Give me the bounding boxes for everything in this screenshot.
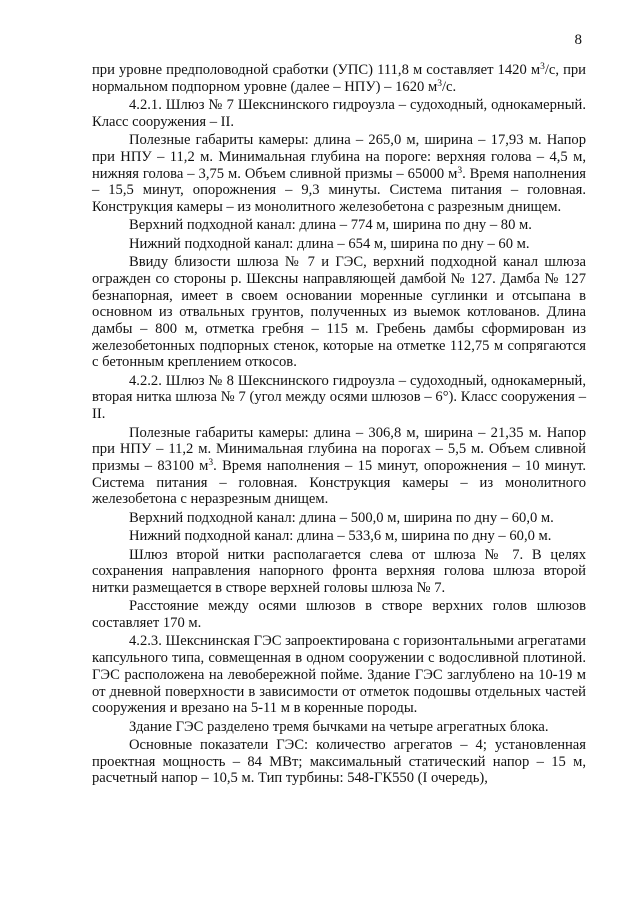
paragraph-1: при уровне предполоводной сработки (УПС) 111,8 м составляет 1420 $м^3/с$, при нормальном подпорном уровне (далее – НПУ) – 1620 $м^3/с$. [92,62,586,95]
paragraph-14: Здание ГЭС разделено тремя бычками на четыре агрегатных блока. [129,718,549,735]
paragraph-4: Верхний подходной канал: длина – 774 м, ширина по дну – 80 м. [129,217,532,234]
paragraph-13: 4.2.3. Шекснинская ГЭС запроектирована с горизонтальными агрегатами капсульного типа, совмещенная в одном сооружении с водосливной плотиной. ГЭС расположена на левобережной пойме. Здание ГЭС заглублено на 10-19 м от дневной поверхности в зависимости от отметок подошвы отдельных частей сооружения и врезано на 5-11 м в коренные породы. [92,633,586,717]
paragraph-7: 4.2.2. Шлюз № 8 Шекснинского гидроузла – судоходный, однокамерный, вторая нитка шлюза № 7 (угол между осями шлюзов – 6°). Класс сооружения – II. [92,372,586,423]
paragraph-10: Нижний подходной канал: длина – 533,6 м, ширина по дну – 60,0 м. [129,528,552,545]
paragraph-11: Шлюз второй нитки располагается слева от шлюза № 7. В целях сохранения направления напорного фронта верхняя голова шлюза второй нитки размещается в створе верхней головы шлюза № 7. [92,546,586,596]
paragraph-15: Основные показатели ГЭС: количество агрегатов – 4; установленная проектная мощность – 84 МВт; максимальный статический напор – 15 м, расчетный напор – 10,5 м. Тип турбины: 548-ГК550 (I очередь), [92,737,586,787]
document-body [92,62,586,789]
paragraph-8: Полезные габариты камеры: длина – 306,8 м, ширина – 21,35 м. Напор при НПУ – 11,2 м. Минимальная глубина на порогах – 5,5 м. Объем сливной призмы – 83100 $м^3$. Время наполнения – 15 минут, опорожнения – 10 минут. Система питания – головная. Конструкция камеры – из монолитного железобетона с неразрезным днищем. [92,424,586,508]
paragraph-12: Расстояние между осями шлюзов в створе верхних голов шлюзов составляет 170 м. [92,598,586,632]
page-number: 8 [574,32,582,48]
paragraph-6: Ввиду близости шлюза № 7 и ГЭС, верхний подходной канал шлюза огражден со стороны р. Шексны направляющей дамбой № 127. Дамба № 127 безнапорная, имеет в своем основании моренные суглинки и отсыпана в основном из отвальных грунтов, полученных из выемок котлованов. Длина дамбы – 800 м, отметка гребня – 115 м. Гребень дамбы сформирован из железобетонных подпорных стенок, которые на отметке 112,75 м сопрягаются с бетонным креплением откосов. [92,254,586,371]
paragraph-5: Нижний подходной канал: длина – 654 м, ширина по дну – 60 м. [129,235,530,252]
paragraph-9: Верхний подходной канал: длина – 500,0 м, ширина по дну – 60,0 м. [129,509,554,526]
paragraph-2: 4.2.1. Шлюз № 7 Шекснинского гидроузла – судоходный, однокамерный. Класс сооружения – II. [92,97,586,130]
paragraph-3: Полезные габариты камеры: длина – 265,0 м, ширина – 17,93 м. Напор при НПУ – 11,2 м. Минимальная глубина на пороге: верхняя голова – 4,5 м, нижняя голова – 3,75 м. Объем сливной призмы – 65000 $м^3$. Время наполнения – 15,5 минут, опорожнения – 9,3 минуты. Система питания – головная. Конструкция камеры – из монолитного железобетона с разрезным днищем. [92,132,586,215]
